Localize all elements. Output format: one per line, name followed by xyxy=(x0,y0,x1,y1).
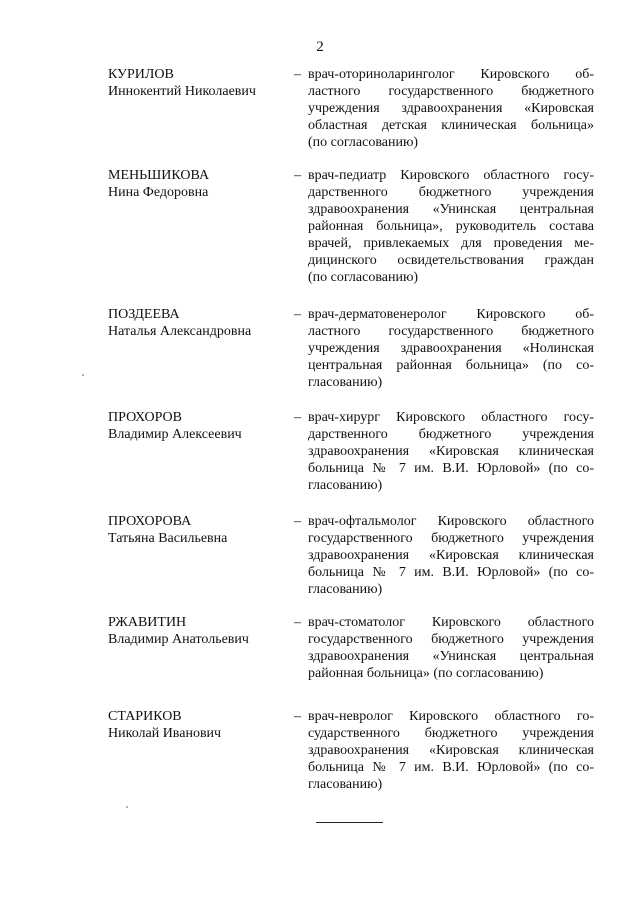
entry-dash: – xyxy=(294,168,301,183)
member-surname: КУРИЛОВ xyxy=(108,67,174,82)
position-line: здравоохранения «Унинская центральная xyxy=(308,202,594,217)
position-line: гласованию) xyxy=(308,375,383,390)
position-line: дарственного бюджетного учреждения xyxy=(308,427,594,442)
position-line: дицинского освидетельствования граждан xyxy=(308,253,594,268)
position-line: ластного государственного бюджетного xyxy=(308,84,594,99)
position-line: учреждения здравоохранения «Нолинская xyxy=(308,341,594,356)
position-line: ластного государственного бюджетного xyxy=(308,324,594,339)
entry-dash: – xyxy=(294,615,301,630)
member-surname: ПРОХОРОВА xyxy=(108,514,192,529)
member-name xyxy=(108,708,286,742)
entry-dash: – xyxy=(294,410,301,425)
position-line: районная больница» (по согласованию) xyxy=(308,666,544,681)
member-name xyxy=(108,306,286,340)
entry-dash: – xyxy=(294,514,301,529)
position-line: врач-оториноларинголог Кировского об- xyxy=(308,67,594,82)
end-of-document-rule xyxy=(316,822,383,823)
position-line: врачей, привлекаемых для проведения ме- xyxy=(308,236,594,251)
position-line: врач-офтальмолог Кировского областного xyxy=(308,514,594,529)
member-given-names: Николай Иванович xyxy=(108,726,222,741)
member-surname: ПРОХОРОВ xyxy=(108,410,182,425)
position-line: областная детская клиническая больница» xyxy=(308,118,594,133)
position-line: здравоохранения «Унинская центральная xyxy=(308,649,594,664)
position-line: врач-хирург Кировского областного госу- xyxy=(308,410,594,425)
member-position xyxy=(308,614,594,682)
position-line: (по согласованию) xyxy=(308,135,419,150)
position-line: гласованию) xyxy=(308,777,383,792)
page-number: 2 xyxy=(316,39,324,55)
scan-artifact xyxy=(126,806,128,808)
position-line: государственного бюджетного учреждения xyxy=(308,632,594,647)
member-name xyxy=(108,513,286,547)
scan-artifact xyxy=(82,374,84,376)
position-line: сударственного бюджетного учреждения xyxy=(308,726,594,741)
position-line: (по согласованию) xyxy=(308,270,419,285)
member-position xyxy=(308,167,594,286)
position-line: гласованию) xyxy=(308,478,383,493)
member-position xyxy=(308,708,594,793)
position-line: врач-невролог Кировского областного го- xyxy=(308,709,594,724)
position-line: районная больница», руководитель состава xyxy=(308,219,594,234)
entry-dash: – xyxy=(294,709,301,724)
member-given-names: Нина Федоровна xyxy=(108,185,209,200)
member-given-names: Наталья Александровна xyxy=(108,324,252,339)
member-position xyxy=(308,409,594,494)
position-line: центральная районная больница» (по со- xyxy=(308,358,594,373)
position-line: государственного бюджетного учреждения xyxy=(308,531,594,546)
member-surname: ПОЗДЕЕВА xyxy=(108,307,180,322)
position-line: больница № 7 им. В.И. Юрловой» (по со- xyxy=(308,461,594,476)
position-line: больница № 7 им. В.И. Юрловой» (по со- xyxy=(308,760,594,775)
position-line: врач-педиатр Кировского областного госу- xyxy=(308,168,594,183)
member-name xyxy=(108,614,286,648)
position-line: больница № 7 им. В.И. Юрловой» (по со- xyxy=(308,565,594,580)
member-given-names: Татьяна Васильевна xyxy=(108,531,228,546)
position-line: здравоохранения «Кировская клиническая xyxy=(308,548,594,563)
entry-dash: – xyxy=(294,67,301,82)
member-name xyxy=(108,167,286,201)
position-line: гласованию) xyxy=(308,582,383,597)
member-surname: РЖАВИТИН xyxy=(108,615,187,630)
entry-dash: – xyxy=(294,307,301,322)
member-position xyxy=(308,66,594,151)
position-line: здравоохранения «Кировская клиническая xyxy=(308,743,594,758)
position-line: врач-стоматолог Кировского областного xyxy=(308,615,594,630)
member-name xyxy=(108,409,286,443)
position-line: здравоохранения «Кировская клиническая xyxy=(308,444,594,459)
position-line: учреждения здравоохранения «Кировская xyxy=(308,101,594,116)
member-surname: МЕНЬШИКОВА xyxy=(108,168,210,183)
position-line: дарственного бюджетного учреждения xyxy=(308,185,594,200)
member-surname: СТАРИКОВ xyxy=(108,709,182,724)
position-line: врач-дерматовенеролог Кировского об- xyxy=(308,307,594,322)
member-given-names: Владимир Алексеевич xyxy=(108,427,242,442)
member-name xyxy=(108,66,286,100)
member-given-names: Владимир Анатольевич xyxy=(108,632,249,647)
member-position xyxy=(308,513,594,598)
member-position xyxy=(308,306,594,391)
member-given-names: Иннокентий Николаевич xyxy=(108,84,256,99)
